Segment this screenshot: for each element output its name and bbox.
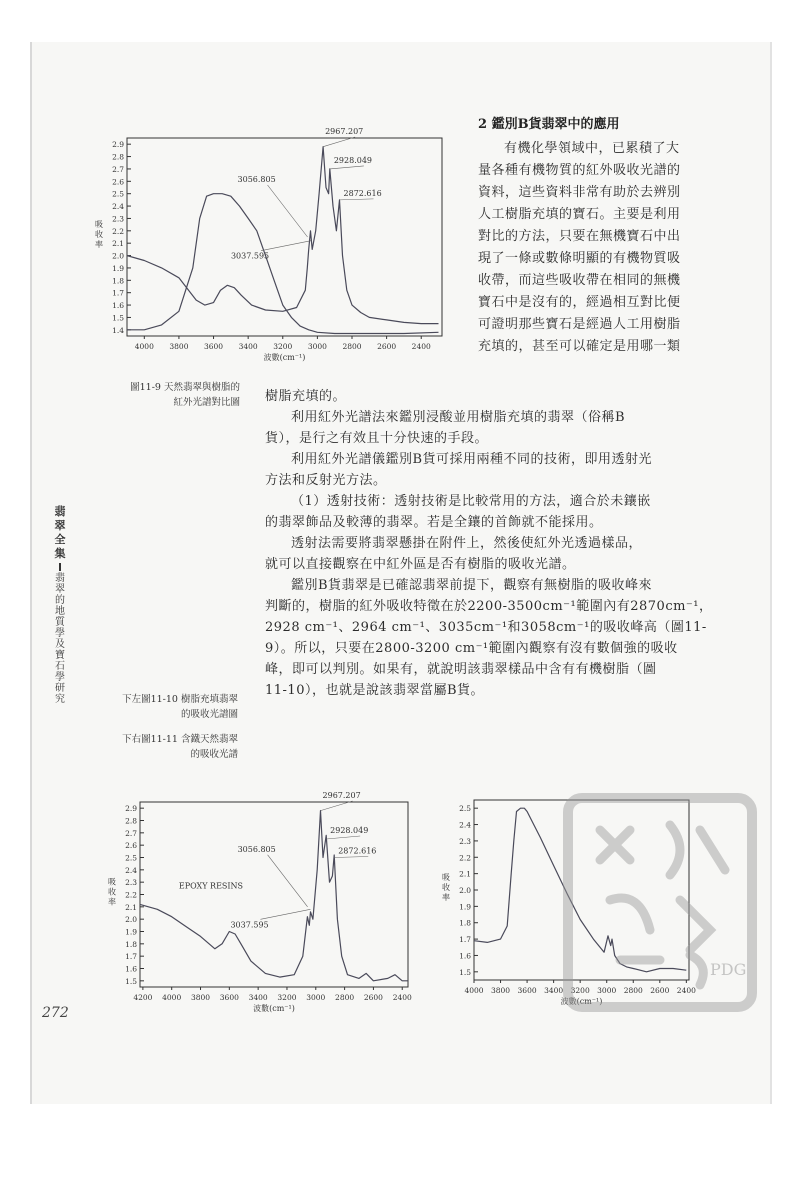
y-tick-label: 2.7 (112, 164, 124, 174)
body-line: （1）透射技術：透射技術是比較常用的方法，適合於未鑲嵌 (291, 494, 651, 509)
y-tick-label: 1.8 (125, 939, 137, 949)
x-tick-label: 3200 (277, 993, 297, 1002)
peak-label: 2967.207 (322, 791, 361, 800)
body-line: 利用紅外光譜儀鑑別B貨可採用兩種不同的技術，即用透射光 (291, 452, 653, 467)
peak-label: 2928.049 (330, 826, 369, 835)
y-axis-label-char: 率 (442, 893, 450, 902)
x-tick-label: 3800 (190, 993, 211, 1002)
series-line-1 (127, 147, 439, 324)
y-tick-label: 2.6 (125, 841, 137, 851)
y-tick-label: 2.8 (125, 816, 137, 826)
y-axis-label-char: 吸 (108, 877, 116, 887)
peak-leader (340, 199, 374, 200)
y-tick-label: 2.3 (112, 214, 124, 224)
y-tick-label: 2.7 (125, 828, 137, 838)
section-heading: 2 鑑別B貨翡翠中的應用 (478, 117, 620, 132)
peak-leader (334, 857, 368, 858)
y-axis-label-char: 率 (108, 897, 116, 907)
x-axis-label: 波數(cm⁻¹) (560, 997, 603, 1006)
y-tick-label: 2.5 (125, 853, 137, 863)
y-tick-label: 2.0 (125, 915, 137, 925)
x-tick-label: 2600 (650, 986, 670, 995)
x-axis-label: 波數(cm⁻¹) (263, 353, 306, 362)
y-tick-label: 1.4 (112, 325, 124, 335)
annotation-label: EPOXY RESINS (178, 881, 244, 891)
y-tick-label: 2.3 (125, 878, 137, 888)
series-title: 翡翠全集 (54, 505, 66, 560)
x-tick-label: 2800 (335, 993, 355, 1002)
y-tick-label: 2.1 (459, 869, 471, 879)
seal-stamp-text: PDG (710, 960, 747, 979)
caption-fig-11-9 (80, 380, 240, 410)
y-tick-label: 2.2 (125, 890, 137, 900)
column-line: 量各種有機物質的紅外吸收光譜的 (478, 163, 681, 178)
caption-fig-11-9-line2: 紅外光譜對比圖 (173, 397, 240, 408)
x-tick-label: 3600 (203, 342, 224, 351)
body-line: 樹脂充填的。 (265, 389, 347, 404)
series-divider (59, 563, 61, 571)
y-tick-label: 2.2 (459, 853, 471, 863)
series-subtitle: 翡翠的地質學及寶石學研究 (55, 573, 65, 705)
y-tick-label: 2.4 (112, 202, 124, 212)
series-side-title (52, 505, 68, 705)
body-line: 的翡翠飾品及較薄的翡翠。若是全鑲的首飾就不能採用。 (265, 515, 603, 530)
y-tick-label: 2.4 (459, 820, 471, 830)
x-tick-label: 3600 (517, 986, 537, 995)
peak-label: 2872.616 (338, 846, 377, 856)
y-tick-label: 2.0 (112, 251, 124, 261)
y-tick-label: 2.5 (459, 804, 471, 814)
body-line: 峰，即可以判別。如果有，就說明該翡翠樣品中含有有機樹脂（圖 (265, 662, 657, 677)
x-tick-label: 3400 (248, 993, 268, 1002)
x-tick-label: 2400 (392, 993, 412, 1002)
seal-stamp (560, 790, 760, 1015)
y-tick-label: 1.5 (459, 967, 471, 977)
x-tick-label: 2800 (342, 342, 362, 351)
series-line-1 (140, 811, 408, 981)
y-axis-label-char: 吸 (95, 220, 103, 229)
body-line: 鑑別B貨翡翠是已確認翡翠前提下，觀察有無樹脂的吸收峰來 (291, 578, 653, 593)
x-axis-label: 波數(cm⁻¹) (253, 1004, 295, 1013)
peak-leader (261, 241, 311, 251)
peak-leader (268, 855, 308, 907)
y-tick-label: 1.9 (125, 927, 137, 937)
y-tick-label: 1.9 (459, 902, 471, 912)
body-line: 方法和反射光方法。 (265, 473, 387, 488)
y-tick-label: 1.5 (125, 976, 137, 986)
page-number: 272 (42, 1005, 69, 1021)
caption-fig-11-11-line1: 下右圖11-11 含鐵天然翡翠 (122, 734, 238, 745)
body-line: 判斷的，樹脂的紅外吸收特徵在於2200-3500cm⁻¹範圍內有2870cm⁻¹， (265, 599, 713, 614)
x-tick-label: 3600 (219, 993, 239, 1002)
peak-leader (260, 909, 310, 919)
body-line: 透射法需要將翡翠懸掛在附件上，然後使紅外光透過樣品， (291, 536, 643, 551)
x-tick-label: 4200 (133, 993, 153, 1002)
series-line-2 (127, 194, 439, 334)
column-line: 可證明那些寶石是經過人工用樹脂 (478, 317, 681, 332)
y-tick-label: 2.1 (112, 239, 124, 249)
body-line: 貨），是行之有效且十分快速的手段。 (265, 431, 489, 446)
y-tick-label: 1.8 (112, 276, 124, 286)
peak-label: 2872.616 (343, 188, 382, 198)
y-tick-label: 2.9 (125, 804, 137, 814)
y-axis-label-char: 收 (442, 883, 450, 892)
x-tick-label: 4000 (134, 342, 154, 351)
peak-label: 3056.805 (237, 175, 276, 184)
x-tick-label: 2800 (623, 986, 643, 995)
x-tick-label: 2400 (676, 986, 696, 995)
seal-glyphs (600, 825, 725, 985)
peak-leader (268, 185, 308, 237)
caption-fig-11-11-line2: 的吸收光譜 (190, 749, 238, 760)
body-line: 11-10），也就是說該翡翠當屬B貨。 (265, 683, 485, 698)
column-line: 充填的，甚至可以確定是用哪一類 (478, 339, 681, 354)
x-tick-label: 3000 (306, 993, 326, 1002)
y-axis-label-char: 收 (108, 887, 116, 897)
body-line: 利用紅外光譜法來鑑別浸酸並用樹脂充填的翡翠（俗稱B (291, 410, 626, 425)
x-tick-label: 2600 (363, 993, 383, 1002)
x-tick-label: 2400 (411, 342, 431, 351)
y-tick-label: 2.8 (112, 152, 124, 162)
y-tick-label: 2.2 (112, 226, 124, 236)
peak-label: 3037.595 (230, 920, 269, 930)
y-tick-label: 2.0 (459, 886, 471, 895)
y-tick-label: 2.4 (125, 865, 137, 875)
chart-fig-11-10 (98, 790, 418, 1015)
x-tick-label: 3200 (273, 342, 293, 351)
y-tick-label: 1.9 (112, 263, 124, 273)
y-tick-label: 1.7 (459, 935, 471, 945)
y-axis-label-char: 率 (95, 240, 103, 249)
y-tick-label: 2.1 (125, 902, 137, 912)
column-line: 資料，這些資料非常有助於去辨別 (478, 185, 681, 200)
peak-leader (330, 166, 364, 169)
body-line: 2928 cm⁻¹、2964 cm⁻¹、3035cm⁻¹和3058cm⁻¹的吸收峰高（圖11- (265, 620, 707, 635)
peak-label: 2928.049 (333, 155, 373, 165)
y-tick-label: 1.8 (459, 918, 471, 928)
y-tick-label: 1.6 (112, 301, 124, 311)
x-tick-label: 4000 (464, 986, 484, 995)
column-line: 人工樹脂充填的寶石。主要是利用 (478, 207, 681, 222)
column-line: 寶石中是沒有的，經過相互對比便 (478, 295, 681, 310)
x-tick-label: 3800 (490, 986, 511, 995)
caption-fig-11-10 (60, 692, 238, 722)
body-line: 就可以直接觀察在中紅外區是否有樹脂的吸收光譜。 (265, 557, 576, 572)
column-line: 有機化學領域中，已累積了大 (504, 141, 680, 156)
y-tick-label: 1.6 (125, 964, 137, 974)
column-line: 現了一條或數條明顯的有機物質吸 (478, 251, 681, 266)
body-paragraphs (265, 386, 727, 701)
y-tick-label: 2.9 (112, 140, 124, 150)
caption-fig-11-10-line2: 的吸收光譜圖 (180, 709, 238, 720)
x-tick-label: 3000 (597, 986, 617, 995)
y-tick-label: 2.5 (112, 189, 124, 199)
peak-leader (326, 836, 360, 839)
y-tick-label: 1.5 (112, 313, 124, 323)
y-tick-label: 1.6 (459, 951, 471, 961)
x-tick-label: 3400 (238, 342, 258, 351)
peak-label: 2967.207 (325, 128, 364, 136)
x-tick-label: 3000 (307, 342, 327, 351)
column-line: 收帶，而這些吸收帶在相同的無機 (478, 273, 681, 288)
caption-fig-11-9-line1: 圖11-9 天然翡翠與樹脂的 (130, 382, 240, 393)
x-tick-label: 3200 (570, 986, 590, 995)
y-axis-label-char: 收 (95, 230, 103, 239)
y-axis-label-char: 吸 (442, 873, 450, 882)
column-line: 對比的方法，只要在無機寶石中出 (478, 229, 681, 244)
y-tick-label: 1.7 (125, 952, 137, 962)
x-tick-label: 2600 (377, 342, 397, 351)
column-paragraph (478, 138, 743, 358)
body-line: 9）。所以，只要在2800-3200 cm⁻¹範圍內觀察有沒有數個強的吸收 (265, 641, 678, 656)
peak-label: 3037.595 (230, 251, 270, 261)
x-tick-label: 3400 (544, 986, 564, 995)
caption-fig-11-11 (60, 732, 238, 762)
y-tick-label: 1.7 (112, 288, 124, 298)
plot-frame (127, 138, 442, 336)
chart-fig-11-9 (85, 128, 470, 366)
caption-fig-11-10-line1: 下左圖11-10 樹脂充填翡翠 (122, 694, 238, 705)
x-tick-label: 4000 (162, 993, 182, 1002)
y-tick-label: 2.6 (112, 177, 124, 187)
x-tick-label: 3800 (169, 342, 189, 351)
peak-label: 3056.805 (237, 844, 276, 854)
y-tick-label: 2.3 (459, 836, 471, 846)
